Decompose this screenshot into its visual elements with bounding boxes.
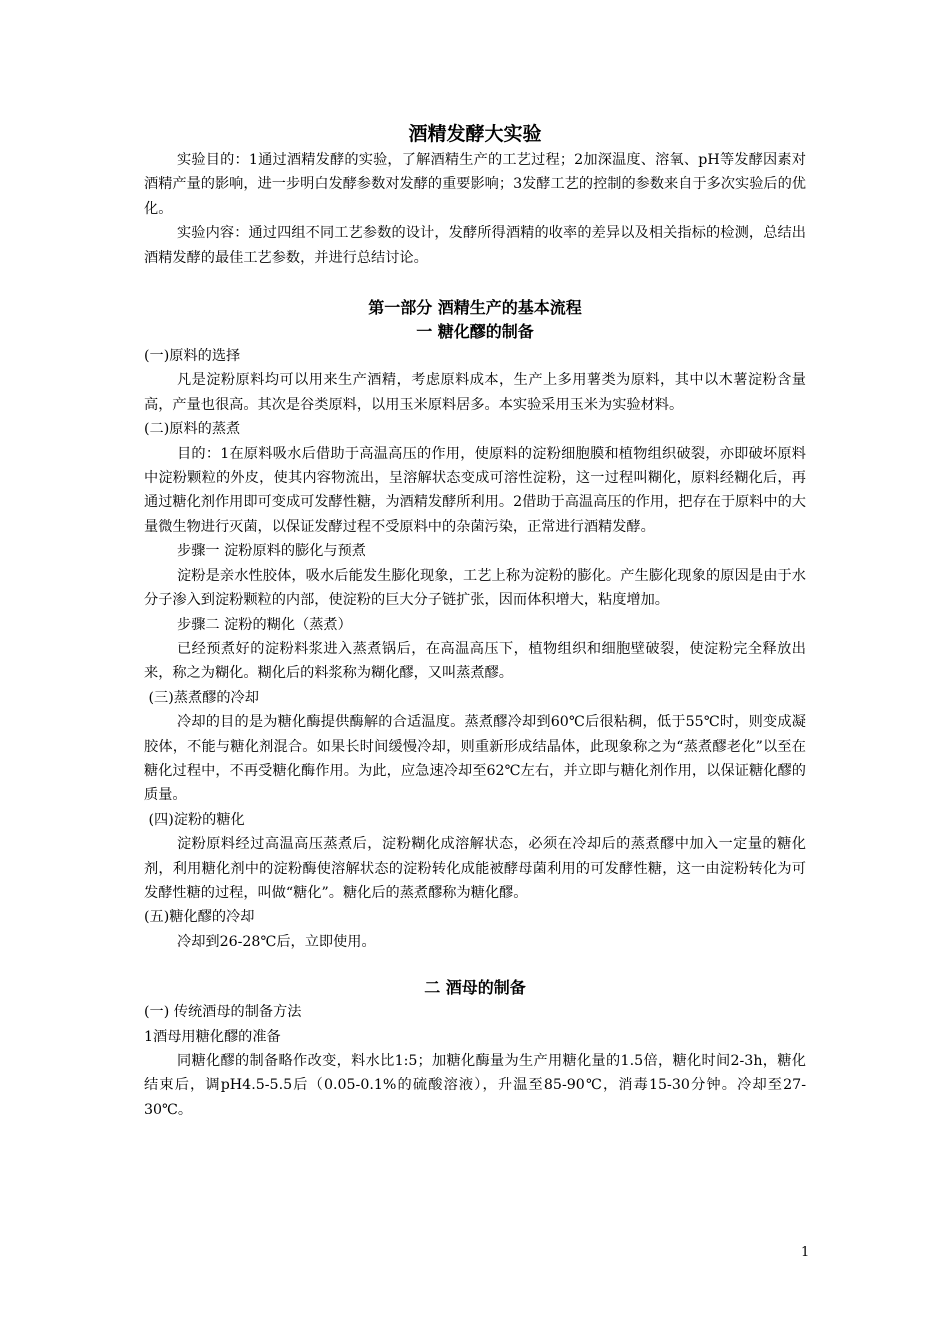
s2-heading: (二)原料的蒸煮 bbox=[144, 421, 241, 438]
step1-heading: 步骤一 淀粉原料的膨化与预煮 bbox=[177, 543, 366, 560]
s3-heading: (三)蒸煮醪的冷却 bbox=[144, 689, 259, 706]
s5-heading: (五)糖化醪的冷却 bbox=[144, 909, 255, 926]
spacer bbox=[144, 270, 806, 296]
section1-title: 一 糖化醪的制备 bbox=[416, 322, 534, 342]
document-body bbox=[144, 120, 806, 1122]
item1-heading: 1酒母用糖化醪的准备 bbox=[144, 1028, 281, 1045]
s5-text: 冷却到26-28℃后，立即使用。 bbox=[177, 933, 376, 950]
s1-heading: (一)原料的选择 bbox=[144, 348, 241, 365]
step2-text: 已经预煮好的淀粉料浆进入蒸煮锅后，在高温高压下，植物组织和细胞壁破裂，使淀粉完全释放出来，称之为糊化。糊化后的料浆称为糊化醪，又叫蒸煮醪。 bbox=[144, 640, 806, 682]
page-number: 1 bbox=[801, 1245, 810, 1260]
intro-purpose: 实验目的：1通过酒精发酵的实验，了解酒精生产的工艺过程；2加深温度、溶氧、pH等发酵因素对酒精产量的影响，进一步明白发酵参数对发酵的重要影响；3发酵工艺的控制的参数来自于多次实验后的优化。 bbox=[144, 152, 806, 217]
s2-text: 目的：1在原料吸水后借助于高温高压的作用，使原料的淀粉细胞膜和植物组织破裂，亦即破坏原料中淀粉颗粒的外皮，使其内容物流出，呈溶解状态变成可溶性淀粉，这一过程叫糊化，原料经糊化后，再通过糖化剂作用即可变成可发酵性糖，为酒精发酵所利用。2借助于高温高压的作用，把存在于原料中的大量微生物进行灭菌，以保证发酵过程不受原料中的杂菌污染，正常进行酒精发酵。 bbox=[144, 445, 806, 535]
step1-text: 淀粉是亲水性胶体，吸水后能发生膨化现象，工艺上称为淀粉的膨化。产生膨化现象的原因是由于水分子渗入到淀粉颗粒的内部，使淀粉的巨大分子链扩张，因而体积增大，粘度增加。 bbox=[144, 567, 806, 609]
part1-title: 第一部分 酒精生产的基本流程 bbox=[368, 298, 582, 318]
step2-heading: 步骤二 淀粉的糊化（蒸煮） bbox=[177, 616, 352, 633]
s2-1-heading: (一) 传统酒母的制备方法 bbox=[144, 1004, 302, 1021]
section2-title: 二 酒母的制备 bbox=[424, 978, 526, 998]
s4-heading: (四)淀粉的糖化 bbox=[144, 811, 245, 828]
intro-content: 实验内容：通过四组不同工艺参数的设计，发酵所得酒精的收率的差异以及相关指标的检测，总结出酒精发酵的最佳工艺参数，并进行总结讨论。 bbox=[144, 225, 806, 266]
spacer bbox=[144, 954, 806, 976]
s3-text: 冷却的目的是为糖化酶提供酶解的合适温度。蒸煮醪冷却到60℃后很粘稠，低于55℃时，则变成凝胶体，不能与糖化剂混合。如果长时间缓慢冷却，则重新形成结晶体，此现象称之为“蒸煮醪老化”以至在糖化过程中，不再受糖化酶作用。为此，应急速冷却至62℃左右，并立即与糖化剂作用，以保证糖化醪的质量。 bbox=[144, 714, 806, 804]
item1-text: 同糖化醪的制备略作改变，料水比1:5；加糖化酶量为生产用糖化量的1.5倍，糖化时间2-3h，糖化结束后，调pH4.5-5.5后（0.05-0.1%的硫酸溶液），升温至85-90℃，消毒15-30分钟。冷却至27-30℃。 bbox=[144, 1053, 806, 1118]
s1-text: 凡是淀粉原料均可以用来生产酒精，考虑原料成本，生产上多用薯类为原料，其中以木薯淀粉含量高，产量也很高。其次是谷类原料，以用玉米原料居多。本实验采用玉米为实验材料。 bbox=[144, 372, 806, 413]
page-title: 酒精发酵大实验 bbox=[408, 123, 542, 145]
s4-text: 淀粉原料经过高温高压蒸煮后，淀粉糊化成溶解状态，必须在冷却后的蒸煮醪中加入一定量的糖化剂，利用糖化剂中的淀粉酶使溶解状态的淀粉转化成能被酵母菌利用的可发酵性糖，这一由淀粉转化为可发酵性糖的过程，叫做“糖化”。糖化后的蒸煮醪称为糖化醪。 bbox=[144, 836, 806, 901]
